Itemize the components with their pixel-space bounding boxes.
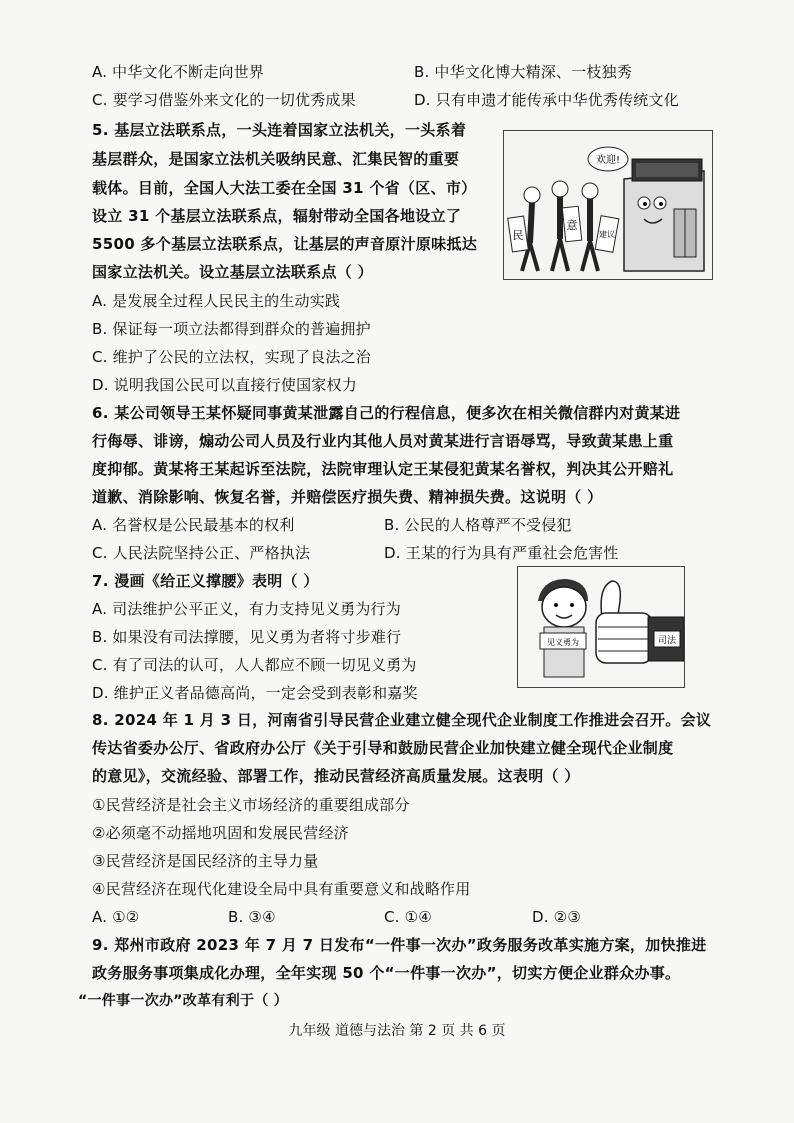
page-footer: 九年级 道德与法治 第 2 页 共 6 页: [288, 1023, 506, 1039]
q4-option-a: A. 中华文化不断走向世界: [92, 63, 265, 81]
q5-cartoon-sign-3: 建议: [599, 230, 615, 239]
q8-option-a: A. ①②: [92, 908, 140, 926]
q6-stem-line-3: 度抑郁。黄某将王某起诉至法院，法院审理认定王某侵犯黄某名誉权，判决其公开赔礼: [92, 460, 674, 478]
q4-option-d: D. 只有申遗才能传承中华优秀传统文化: [414, 91, 679, 109]
q5-stem-line-4: 设立 31 个基层立法联系点，辐射带动全国各地设立了: [92, 207, 462, 225]
q5-stem-line-3: 载体。目前，全国人大法工委在全国 31 个省（区、市）: [92, 179, 477, 197]
q5-cartoon-sign-2: 意: [566, 219, 578, 232]
q6-stem-line-1: 6. 某公司领导王某怀疑同事黄某泄露自己的行程信息，便多次在相关微信群内对黄某进: [92, 404, 681, 422]
q6-option-a: A. 名誉权是公民最基本的权利: [92, 516, 295, 534]
q8-option-c: C. ①④: [384, 908, 432, 926]
q5-stem-line-1: 5. 基层立法联系点，一头连着国家立法机关，一头系着: [92, 121, 467, 139]
q6-stem-line-4: 道歉、消除影响、恢复名誉，并赔偿医疗损失费、精神损失费。这说明（ ）: [92, 488, 603, 506]
q5-stem-line-6: 国家立法机关。设立基层立法联系点（ ）: [92, 263, 373, 281]
q8-item-4: ④民营经济在现代化建设全局中具有重要意义和战略作用: [92, 880, 471, 898]
q8-option-b: B. ③④: [228, 908, 276, 926]
q4-option-b: B. 中华文化博大精深、一枝独秀: [414, 63, 633, 81]
q7-cartoon-drawing: [518, 567, 684, 687]
q6-option-b: B. 公民的人格尊严不受侵犯: [384, 516, 572, 534]
q6-option-c: C. 人民法院坚持公正、严格执法: [92, 544, 311, 562]
q8-option-d: D. ②③: [532, 908, 581, 926]
q8-item-1: ①民营经济是社会主义市场经济的重要组成部分: [92, 796, 410, 814]
q8-stem-line-3: 的意见》，交流经验、部署工作，推动民营经济高质量发展。这表明（ ）: [92, 767, 580, 785]
q5-option-d: D. 说明我国公民可以直接行使国家权力: [92, 376, 357, 394]
q7-option-d: D. 维护正义者品德高尚，一定会受到表彰和嘉奖: [92, 684, 418, 702]
q7-cartoon-sleeve-label: 司法: [657, 636, 677, 646]
q5-stem-line-5: 5500 多个基层立法联系点，让基层的声音原汁原味抵达: [92, 235, 478, 253]
q6-option-d: D. 王某的行为具有严重社会危害性: [384, 544, 619, 562]
q8-item-2: ②必须毫不动摇地巩固和发展民营经济: [92, 824, 349, 842]
q7-stem: 7. 漫画《给正义撑腰》表明（ ）: [92, 572, 319, 590]
q8-item-3: ③民营经济是国民经济的主导力量: [92, 852, 319, 870]
q5-option-a: A. 是发展全过程人民民主的生动实践: [92, 292, 341, 310]
q4-option-c: C. 要学习借鉴外来文化的一切优秀成果: [92, 91, 356, 109]
q5-option-c: C. 维护了公民的立法权，实现了良法之治: [92, 348, 372, 366]
q6-stem-line-2: 行侮辱、诽谤，煽动公司人员及行业内其他人员对黄某进行言语辱骂，导致黄某患上重: [92, 432, 674, 450]
q5-cartoon-greeting: 欢迎!: [595, 155, 621, 166]
q5-option-b: B. 保证每一项立法都得到群众的普遍拥护: [92, 320, 371, 338]
q8-stem-line-2: 传达省委办公厅、省政府办公厅《关于引导和鼓励民营企业加快建立健全现代企业制度: [92, 739, 674, 757]
q7-option-c: C. 有了司法的认可，人人都应不顾一切见义勇为: [92, 656, 417, 674]
q8-stem-line-1: 8. 2024 年 1 月 3 日，河南省引导民营企业建立健全现代企业制度工作推进会召开。会议: [92, 711, 712, 729]
q7-cartoon-certificate: 见义勇为: [547, 638, 579, 647]
q7-option-b: B. 如果没有司法撑腰，见义勇为者将寸步难行: [92, 628, 402, 646]
q7-cartoon: [517, 566, 685, 688]
q5-stem-line-2: 基层群众，是国家立法机关吸纳民意、汇集民智的重要: [92, 150, 460, 168]
q9-stem-line-2: 政务服务事项集成化办理，全年实现 50 个“一件事一次办”，切实方便企业群众办事。: [92, 964, 681, 982]
q5-cartoon-sign-1: 民: [512, 229, 524, 242]
q9-stem-line-3: “一件事一次办”改革有利于（ ）: [78, 993, 289, 1009]
q7-option-a: A. 司法维护公平正义，有力支持见义勇为行为: [92, 600, 401, 618]
q9-stem-line-1: 9. 郑州市政府 2023 年 7 月 7 日发布“一件事一次办”政务服务改革实施方案，加快推进: [92, 936, 707, 954]
q5-cartoon-drawing: [504, 131, 712, 279]
q5-cartoon: [503, 130, 713, 280]
